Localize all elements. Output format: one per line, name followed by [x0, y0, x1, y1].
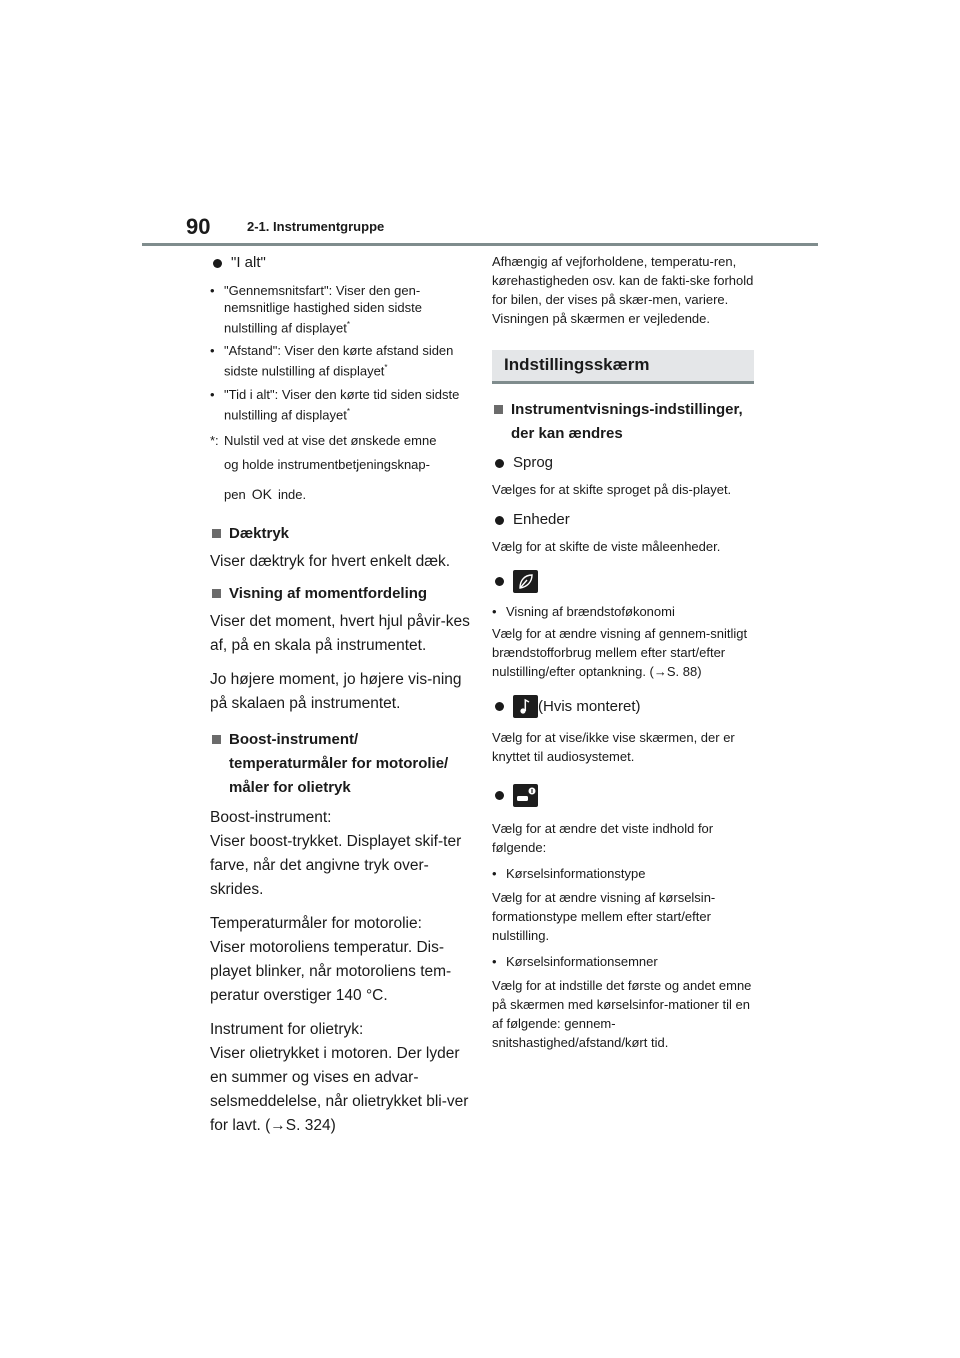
left-column — [210, 252, 472, 1138]
eco-item: • Visning af brændstoføkonomi — [492, 604, 675, 619]
square-bullet — [212, 735, 221, 744]
boost-text: Viser boost-trykket. Displayet skif-ter farve, når det angivne tryk over-skrides. — [210, 832, 462, 898]
audio-text: Vælg for at vise/ikke vise skærmen, der er knyttet til audiosystemet. — [492, 730, 735, 764]
enheder-text: Vælg for at skifte de viste måleenheder. — [492, 539, 721, 554]
right-column — [492, 252, 754, 1052]
eco-heading — [492, 570, 754, 593]
daektryk-text: Viser dæktryk for hvert enkelt dæk. — [210, 552, 451, 570]
intro-text-2: Visningen på skærmen er vejledende. — [492, 311, 711, 326]
settings-heading: Instrumentvisnings-indstillinger, der kan ændres — [492, 398, 754, 446]
square-bullet — [494, 405, 503, 414]
bullet-dot — [495, 702, 504, 711]
bullet-dot — [495, 516, 504, 525]
section-title: Indstillingsskærm — [492, 350, 754, 384]
square-bullet — [212, 529, 221, 538]
info-heading — [492, 784, 754, 807]
square-bullet — [212, 589, 221, 598]
i-alt-heading: "I alt" — [210, 252, 472, 274]
leaf-icon — [513, 570, 538, 593]
page-number: 90 — [186, 214, 211, 239]
info-item-text: Vælg for at ændre visning af kørselsin-formationstype mellem efter start/efter nulstilling. — [492, 890, 716, 943]
sprog-text: Vælges for at skifte sproget på dis-playet. — [492, 482, 732, 497]
info-item-text: Vælg for at indstille det første og andet emne på skærmen med kørselsinfor-mationer til en af følgende: gennem-snitshastighed/afstand/kørt tid. — [492, 978, 752, 1050]
footnote: *: Nulstil ved at vise det ønskede emne og holde instrumentbetjeningsknap- pen OK inde. — [210, 432, 437, 502]
enheder-heading: Enheder — [492, 509, 754, 531]
header-rule — [142, 243, 818, 246]
i-alt-item: • "Tid i alt": Viser den kørte tid siden sidste nulstilling af displayet* — [210, 386, 460, 422]
info-text: Vælg for at ændre det viste indhold for følgende: — [492, 821, 714, 855]
boost-heading: Boost-instrument/ temperaturmåler for motorolie/ måler for olietryk — [210, 728, 472, 800]
header-title: 2-1. Instrumentgruppe — [247, 219, 385, 234]
bullet-dot — [495, 459, 504, 468]
i-alt-item: • "Gennemsnitsfart": Viser den gen-nemsnitlige hastighed siden sidste nulstilling af displayet* — [210, 283, 423, 336]
drive-info-icon — [513, 784, 538, 807]
oil-text: Viser olietrykket i motoren. Der lyder en summer og vises en advar-selsmeddelelse, når olietrykket bli-ver for lavt. (→S. 324) — [210, 1044, 469, 1134]
bullet-dot — [213, 259, 222, 268]
moment-heading: Visning af momentfordeling — [210, 582, 472, 606]
intro-text: Afhængig af vejforholdene, temperatu-ren, kørehastigheden osv. kan de fakti-ske forhold for bilen, der vises på skær-men, variere. — [492, 254, 754, 307]
daektryk-heading: Dæktryk — [210, 522, 472, 546]
moment-text-1: Viser det moment, hvert hjul påvir-kes af, på en skala på instrumentet. — [210, 612, 470, 654]
bullet-dot — [495, 577, 504, 586]
info-item: • Kørselsinformationstype — [492, 866, 646, 881]
boost-label: Boost-instrument: — [210, 808, 332, 826]
music-note-icon — [513, 695, 538, 718]
eco-text: Vælg for at ændre visning af gennem-snitligt brændstofforbrug mellem efter start/efter nulstilling/efter optankning. (→S. 88) — [492, 626, 748, 679]
i-alt-item: • "Afstand": Viser den kørte afstand siden sidste nulstilling af displayet* — [210, 343, 454, 379]
bullet-dot — [495, 791, 504, 800]
temp-text: Viser motoroliens temperatur. Dis-playet blinker, når motoroliens tem-peratur overstiger 140 °C. — [210, 938, 452, 1004]
audio-heading: (Hvis monteret) — [492, 695, 754, 718]
oil-label: Instrument for olietryk: — [210, 1020, 364, 1038]
sprog-heading: Sprog — [492, 452, 754, 474]
ok-button-icon: OK — [251, 485, 272, 502]
info-item: • Kørselsinformationsemner — [492, 954, 658, 969]
temp-label: Temperaturmåler for motorolie: — [210, 914, 422, 932]
moment-text-2: Jo højere moment, jo højere vis-ning på skalaen på instrumentet. — [210, 670, 462, 712]
